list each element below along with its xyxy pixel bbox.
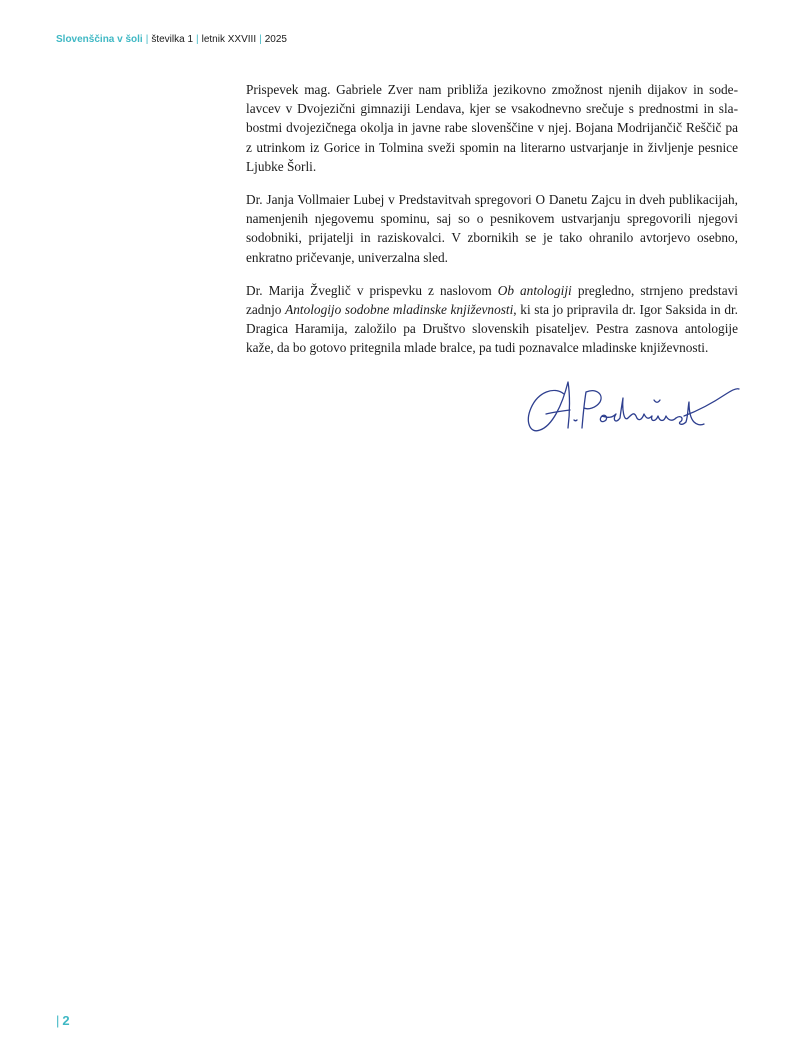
- paragraph-zver: Prispevek mag. Gabriele Zver nam približa jezikovno zmožnost njenih dijakov in sodelavcev v Dvojezični gimnaziji Lendava, kjer se vsakodnevno srečuje s prednostmi in slabostmi dvojezičnega okolja in javne rabe slovenščine v njej. Bojana Modrijančič Reščič pa z utrinkom iz Gorice in Tolmina sveži spomin na literarno ustvarjanje in življenje pesnice Ljubke Šorli.: [246, 82, 738, 174]
- editorial-body: [246, 80, 738, 372]
- page-number: [56, 1013, 70, 1028]
- work-title: Antologijo sodobne mladinske književnosti: [285, 302, 514, 318]
- page-number-value: 2: [62, 1013, 70, 1028]
- publication-year: 2025: [264, 34, 287, 45]
- volume-number: letnik XXVIII: [201, 34, 257, 45]
- handwritten-signature: [524, 376, 742, 438]
- issue-number: številka 1: [151, 34, 194, 45]
- work-title: Ob antologiji: [497, 282, 572, 298]
- page-number-separator: |: [56, 1013, 60, 1028]
- journal-title: Slovenščina v šoli: [56, 34, 143, 45]
- paragraph-vollmaier-lubej: Dr. Janja Vollmaier Lubej v Predstavitvah spregovori O Danetu Zajcu in dveh publikacijah, namenjenih njegovemu spominu, saj so o pesnikovem ustvarjanju spregovorili njegovi sodobniki, prijatelji in raziskovalci. V zbornikih se je tako ohranilo avtorjevo osebno, enkratno pričevanje, univerzalna sled.: [246, 192, 738, 265]
- header-separator: |: [145, 34, 149, 45]
- paragraph-text: , ki sta jo pripravila dr. Igor Saksida in dr. Dragica Haramija, založilo pa Društvo slovenskih pisateljev. Pestra zasnova antologije kaže, da bo gotovo pritegnila mlade bralce, pa tudi poznavalce mladinske književnosti.: [246, 302, 738, 356]
- running-header: [56, 34, 287, 45]
- header-separator: |: [259, 34, 262, 45]
- paragraph-zveglic: [246, 281, 738, 358]
- paragraph-text: pregledno, strnjeno predstavi zadnjo: [246, 282, 738, 318]
- header-separator: |: [196, 34, 199, 45]
- paragraph-text: Dr. Marija Žveglič v prispevku z naslovom: [246, 282, 498, 298]
